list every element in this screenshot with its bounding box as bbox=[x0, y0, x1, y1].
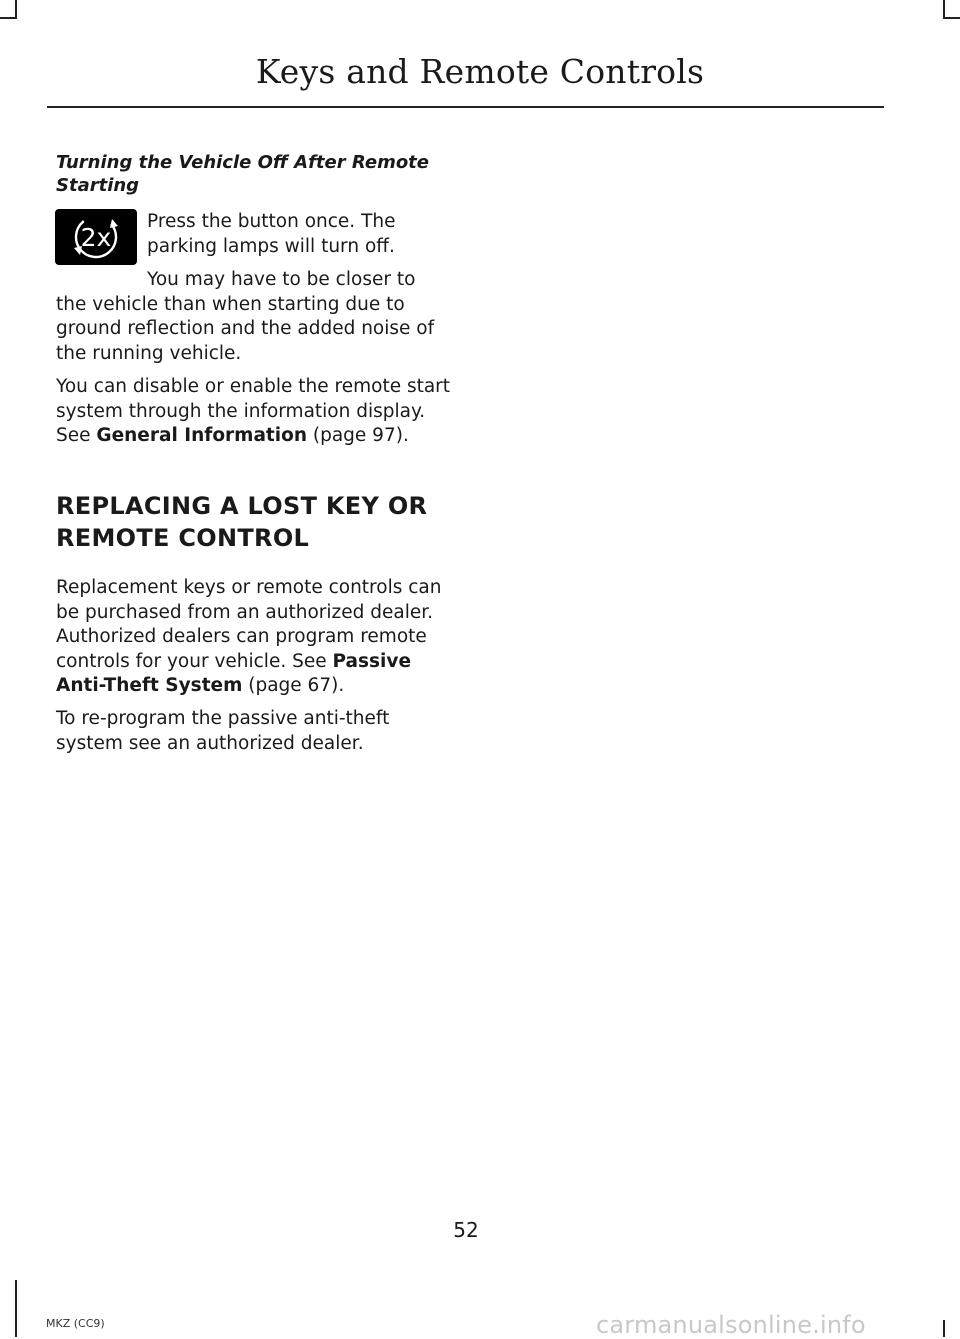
paragraph-text: Replacement keys or remote controls can be purchased from an authorized dealer. Authorized dealers can program remote controls for your vehicle. See bbox=[56, 577, 442, 672]
crop-mark bbox=[943, 1320, 945, 1337]
page-title: Keys and Remote Controls bbox=[255, 52, 705, 91]
paragraph-replacement-keys bbox=[56, 576, 454, 699]
crop-mark bbox=[943, 17, 960, 19]
page-reference: (page 67). bbox=[242, 675, 345, 696]
watermark: carmanualsonline.info bbox=[596, 1311, 866, 1339]
paragraph-disable-enable bbox=[56, 375, 456, 449]
section-heading bbox=[56, 490, 476, 554]
paragraph-press-button: Press the button once. The parking lamps will turn off. bbox=[147, 211, 396, 257]
section-subheading: Turning the Vehicle Off After Remote Starting bbox=[56, 152, 429, 196]
passive-anti-theft-link[interactable]: Passive Anti-Theft System bbox=[56, 650, 412, 696]
paragraph-closer-note-text: You may have to be closer to the vehicle than when starting due to ground reflection and the added noise of the running vehicle. bbox=[56, 269, 435, 364]
crop-mark bbox=[15, 0, 17, 18]
icon-label: 2x bbox=[80, 223, 112, 252]
page-number: 52 bbox=[453, 1218, 479, 1242]
page-reference: (page 97). bbox=[307, 425, 409, 446]
crop-mark bbox=[0, 17, 17, 19]
section-heading-line2: REMOTE CONTROL bbox=[56, 524, 310, 552]
model-code: MKZ (CC9) bbox=[46, 1317, 105, 1330]
paragraph-reprogram: To re-program the passive anti-theft system see an authorized dealer. bbox=[56, 708, 390, 754]
paragraph-text: You can disable or enable the remote start system through the information display. See bbox=[56, 376, 451, 446]
crop-mark bbox=[15, 1280, 17, 1337]
section-heading-line1: REPLACING A LOST KEY OR bbox=[56, 492, 428, 520]
paragraph-closer-note bbox=[56, 268, 451, 366]
remote-start-2x-icon bbox=[55, 209, 137, 265]
header-divider bbox=[47, 106, 884, 108]
crop-mark bbox=[943, 0, 945, 18]
general-information-link[interactable]: General Information bbox=[96, 425, 307, 446]
